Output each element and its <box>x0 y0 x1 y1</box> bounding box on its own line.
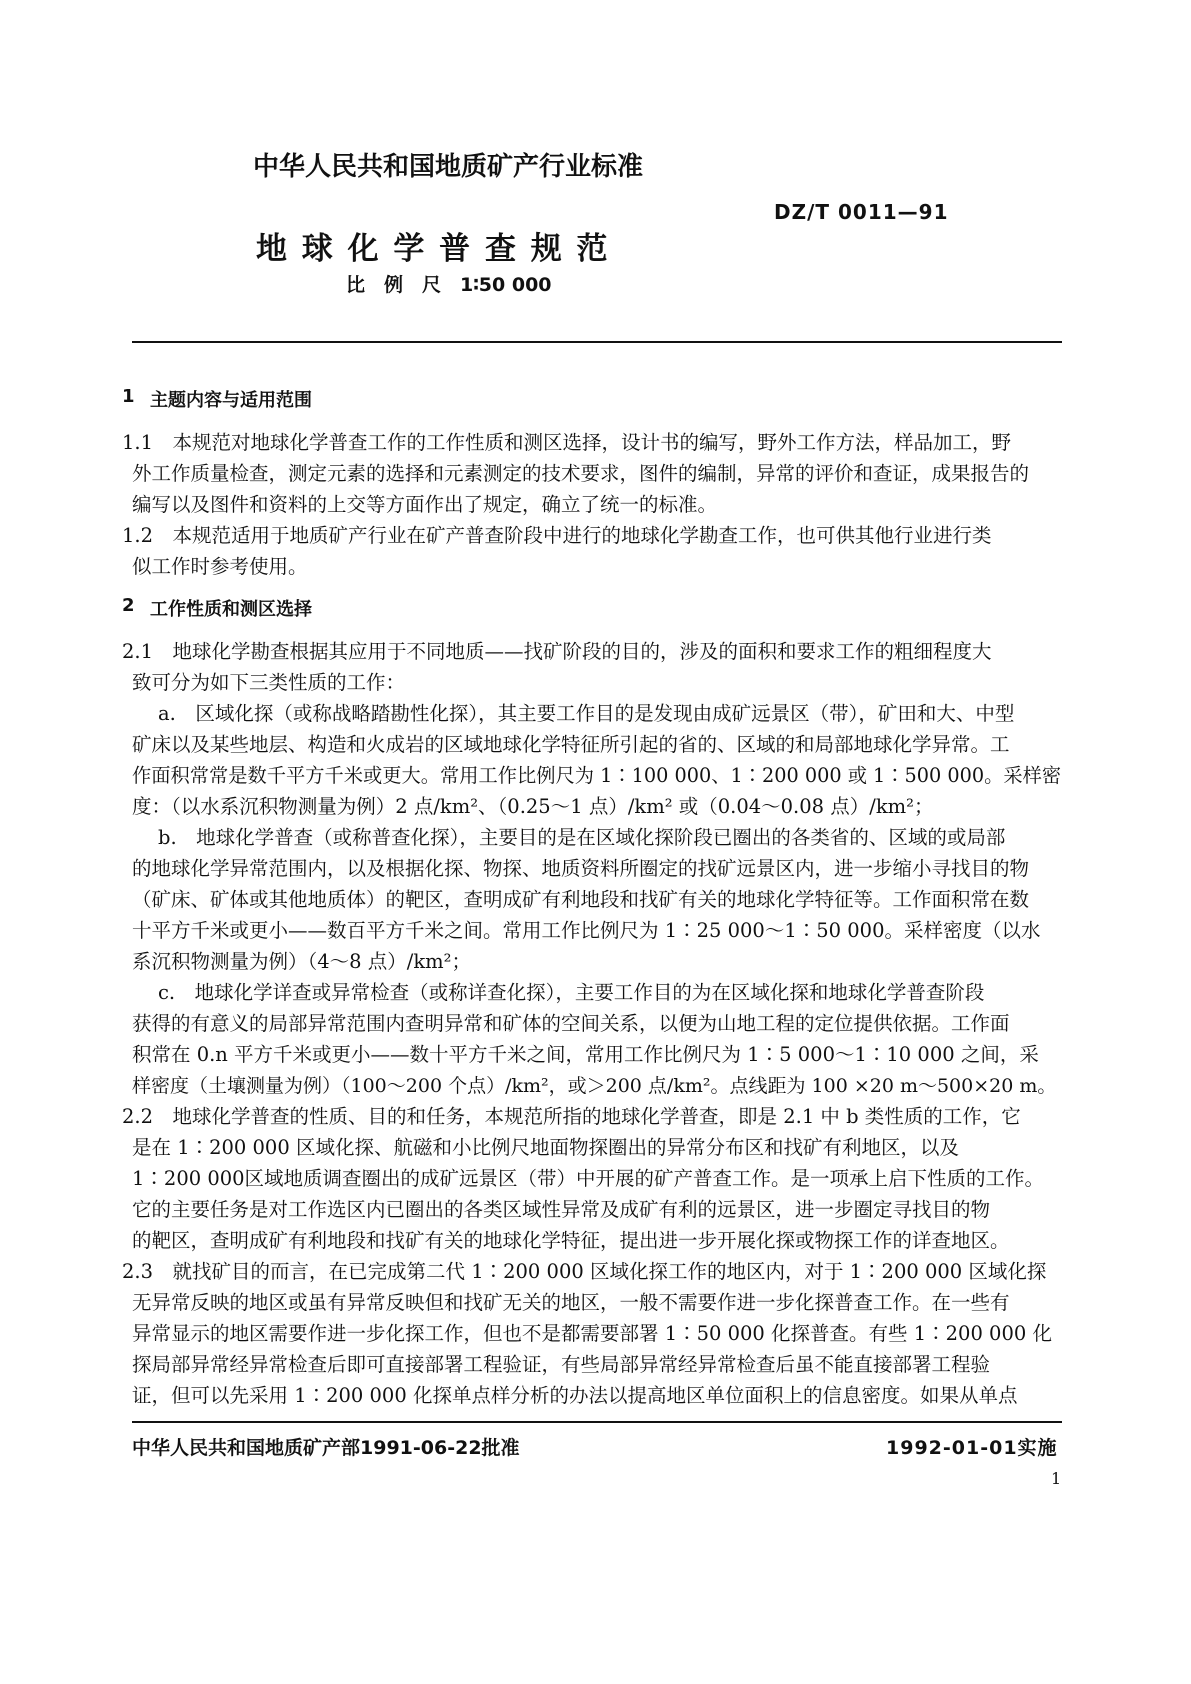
body-line: 1.1 本规范对地球化学普查工作的工作性质和测区选择，设计书的编写，野外工作方法，样品加工，野 <box>122 431 1012 454</box>
section-2-heading: 工作性质和测区选择 <box>150 599 312 620</box>
body-line: 证，但可以先采用 1∶200 000 化探单点样分析的办法以提高地区单位面积上的信息密度。如果从单点 <box>132 1384 1018 1407</box>
body-line: 十平方千米或更小——数百平方千米之间。常用工作比例尺为 1∶25 000～1∶50 000。采样密度（以水 <box>132 919 1041 942</box>
body-line: 样密度（土壤测量为例）（100～200 个点）/km²，或＞200 点/km²。点线距为 100 ×20 m～500×20 m。 <box>132 1075 1057 1097</box>
body-line: 编写以及图件和资料的上交等方面作出了规定，确立了统一的标准。 <box>132 493 718 516</box>
section-2-number: 2 <box>122 595 135 616</box>
body-line: 矿床以及某些地层、构造和火成岩的区域地球化学特征所引起的省的、区域的和局部地球化学异常。工 <box>132 733 1010 756</box>
approval-line: 中华人民共和国地质矿产部1991-06-22批准 <box>132 1437 520 1459</box>
body-line: 作面积常常是数千平方千米或更大。常用工作比例尺为 1∶100 000、1∶200 000 或 1∶500 000。采样密 <box>132 764 1062 787</box>
body-line: 外工作质量检查，测定元素的选择和元素测定的技术要求，图件的编制，异常的评价和查证，成果报告的 <box>132 462 1030 485</box>
scale-label: 比 例 尺 1∶50 000 <box>346 274 552 296</box>
body-line: （矿床、矿体或其他地质体）的靶区，查明成矿有利地段和找矿有关的地球化学特征等。工作面积常在数 <box>132 888 1030 911</box>
body-line: 的地球化学异常范围内，以及根据化探、物探、地质资料所圈定的找矿远景区内，进一步缩小寻找目的物 <box>132 857 1030 880</box>
body-line: 它的主要任务是对工作选区内已圈出的各类区域性异常及成矿有利的远景区，进一步圈定寻找目的物 <box>132 1198 991 1221</box>
body-line: 2.1 地球化学勘查根据其应用于不同地质——找矿阶段的目的，涉及的面积和要求工作的粗细程度大 <box>122 640 992 663</box>
implementation-date: 1992-01-01实施 <box>886 1437 1058 1459</box>
section-1-number: 1 <box>122 386 135 407</box>
header-rule <box>132 341 1062 343</box>
body-line: b. 地球化学普查（或称普查化探），主要目的是在区域化探阶段已圈出的各类省的、区域的或局部 <box>158 826 1006 849</box>
body-line: c. 地球化学详查或异常检查（或称详查化探），主要工作目的为在区域化探和地球化学普查阶段 <box>158 981 985 1004</box>
body-line: 探局部异常经异常检查后即可直接部署工程验证，有些局部异常经异常检查后虽不能直接部署工程验 <box>132 1353 991 1376</box>
body-line: 似工作时参考使用。 <box>132 555 308 578</box>
body-line: 的靶区，查明成矿有利地段和找矿有关的地球化学特征，提出进一步开展化探或物探工作的详查地区。 <box>132 1229 1010 1252</box>
body-line: 获得的有意义的局部异常范围内查明异常和矿体的空间关系，以便为山地工程的定位提供依据。工作面 <box>132 1012 1010 1035</box>
footer-rule <box>132 1421 1062 1423</box>
body-line: 2.2 地球化学普查的性质、目的和任务，本规范所指的地球化学普查，即是 2.1 中 b 类性质的工作，它 <box>122 1105 1021 1128</box>
body-line: 无异常反映的地区或虽有异常反映但和找矿无关的地区，一般不需要作进一步化探普查工作。在一些有 <box>132 1291 1010 1314</box>
body-line: a. 区域化探（或称战略踏勘性化探），其主要工作目的是发现由成矿远景区（带），矿田和大、中型 <box>158 702 1015 725</box>
body-line: 度：（以水系沉积物测量为例）2 点/km²、（0.25～1 点）/km² 或（0.04～0.08 点）/km²； <box>132 795 934 818</box>
standard-code: DZ/T 0011—91 <box>774 200 949 224</box>
body-line: 1∶200 000区域地质调查圈出的成矿远景区（带）中开展的矿产普查工作。是一项承上启下性质的工作。 <box>132 1167 1045 1190</box>
document-title: 地 球 化 学 普 查 规 范 <box>256 231 610 267</box>
page-number: 1 <box>1051 1469 1062 1488</box>
body-line: 是在 1∶200 000 区域化探、航磁和小比例尺地面物探圈出的异常分布区和找矿有利地区，以及 <box>132 1136 959 1159</box>
section-1-heading: 主题内容与适用范围 <box>150 390 312 411</box>
body-line: 系沉积物测量为例）（4～8 点）/km²； <box>132 950 471 973</box>
body-line: 积常在 0.n 平方千米或更小——数十平方千米之间，常用工作比例尺为 1∶5 000～1∶10 000 之间，采 <box>132 1043 1039 1066</box>
body-line: 致可分为如下三类性质的工作： <box>132 671 406 694</box>
body-line: 异常显示的地区需要作进一步化探工作，但也不是都需要部署 1∶50 000 化探普查。有些 1∶200 000 化 <box>132 1322 1052 1345</box>
body-line: 2.3 就找矿目的而言，在已完成第二代 1∶200 000 区域化探工作的地区内，对于 1∶200 000 区域化探 <box>122 1260 1047 1283</box>
body-line: 1.2 本规范适用于地质矿产行业在矿产普查阶段中进行的地球化学勘查工作，也可供其他行业进行类 <box>122 524 992 547</box>
standard-category: 中华人民共和国地质矿产行业标准 <box>253 152 644 182</box>
